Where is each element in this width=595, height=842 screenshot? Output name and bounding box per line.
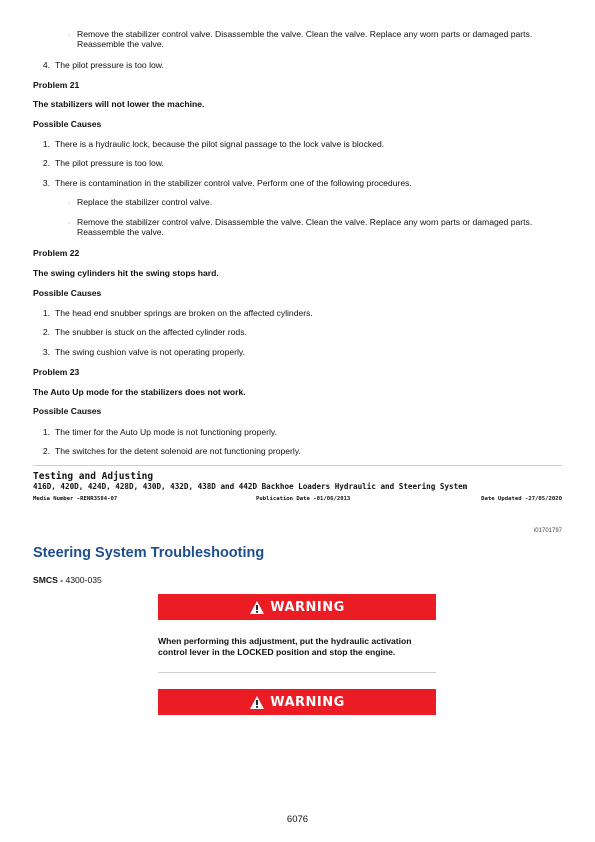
- sub-list-item-continuation: Reassemble the valve.: [77, 227, 164, 237]
- doc-title: Testing and Adjusting: [33, 471, 154, 482]
- warning-text-line: control lever in the LOCKED position and stop the engine.: [158, 647, 396, 657]
- sub-list-item: ◦ Replace the stabilizer control valve.: [68, 197, 213, 207]
- list-item: ◦ Remove the stabilizer control valve. Disassemble the valve. Clean the valve. Replace any worn parts or damaged parts.: [68, 29, 533, 39]
- divider: [158, 672, 436, 673]
- divider: [33, 465, 562, 466]
- warning-banner: [158, 594, 436, 620]
- causes-label: Possible Causes: [33, 406, 102, 416]
- problem-title: The Auto Up mode for the stabilizers does not work.: [33, 387, 246, 397]
- doc-subtitle: 416D, 420D, 424D, 428D, 430D, 432D, 438D and 442D Backhoe Loaders Hydraulic and Steering System: [33, 482, 468, 491]
- bullet-icon: ◦: [68, 221, 71, 227]
- list-item: 3. The swing cushion valve is not operating properly.: [42, 347, 245, 357]
- warning-triangle-icon: [249, 600, 265, 615]
- causes-label: Possible Causes: [33, 119, 102, 129]
- publication-date: Publication Date -01/06/2013: [256, 496, 351, 502]
- bullet-icon: ◦: [68, 201, 71, 207]
- problem-label: Problem 21: [33, 80, 80, 90]
- sub-list-item: ◦ Remove the stabilizer control valve. Disassemble the valve. Clean the valve. Replace any worn parts or damaged parts.: [68, 217, 533, 227]
- problem-label: Problem 22: [33, 248, 80, 258]
- warning-text-line: When performing this adjustment, put the hydraulic activation: [158, 636, 412, 646]
- list-item: 1. The head end snubber springs are broken on the affected cylinders.: [42, 308, 313, 318]
- list-item: 1. There is a hydraulic lock, because the pilot signal passage to the lock valve is blocked.: [42, 139, 385, 149]
- list-item: 2. The pilot pressure is too low.: [42, 158, 164, 168]
- warning-triangle-icon: [249, 695, 265, 710]
- warning-banner: [158, 689, 436, 715]
- page-number: 6076: [286, 814, 309, 825]
- warning-label: WARNING: [270, 599, 345, 615]
- list-item: 2. The switches for the detent solenoid are not functioning properly.: [42, 446, 301, 456]
- list-item: 3. There is contamination in the stabilizer control valve. Perform one of the following procedures.: [42, 178, 412, 188]
- bullet-icon: ◦: [68, 33, 71, 39]
- list-item: 1. The timer for the Auto Up mode is not functioning properly.: [42, 427, 277, 437]
- problem-title: The swing cylinders hit the swing stops hard.: [33, 268, 219, 278]
- list-item-continuation: Reassemble the valve.: [77, 39, 164, 49]
- problem-label: Problem 23: [33, 367, 80, 377]
- list-item: 2. The snubber is stuck on the affected cylinder rods.: [42, 327, 247, 337]
- smcs-line: SMCS - 4300-035: [33, 575, 102, 585]
- list-item: 4. The pilot pressure is too low.: [42, 60, 164, 70]
- warning-label: WARNING: [270, 694, 345, 710]
- causes-label: Possible Causes: [33, 288, 102, 298]
- doc-id: i01701797: [533, 528, 562, 534]
- problem-title: The stabilizers will not lower the machine.: [33, 99, 205, 109]
- date-updated: Date Updated -27/05/2020: [481, 496, 562, 502]
- media-number: Media Number -RENR3584-07: [33, 496, 118, 502]
- page-title: Steering System Troubleshooting: [33, 545, 265, 561]
